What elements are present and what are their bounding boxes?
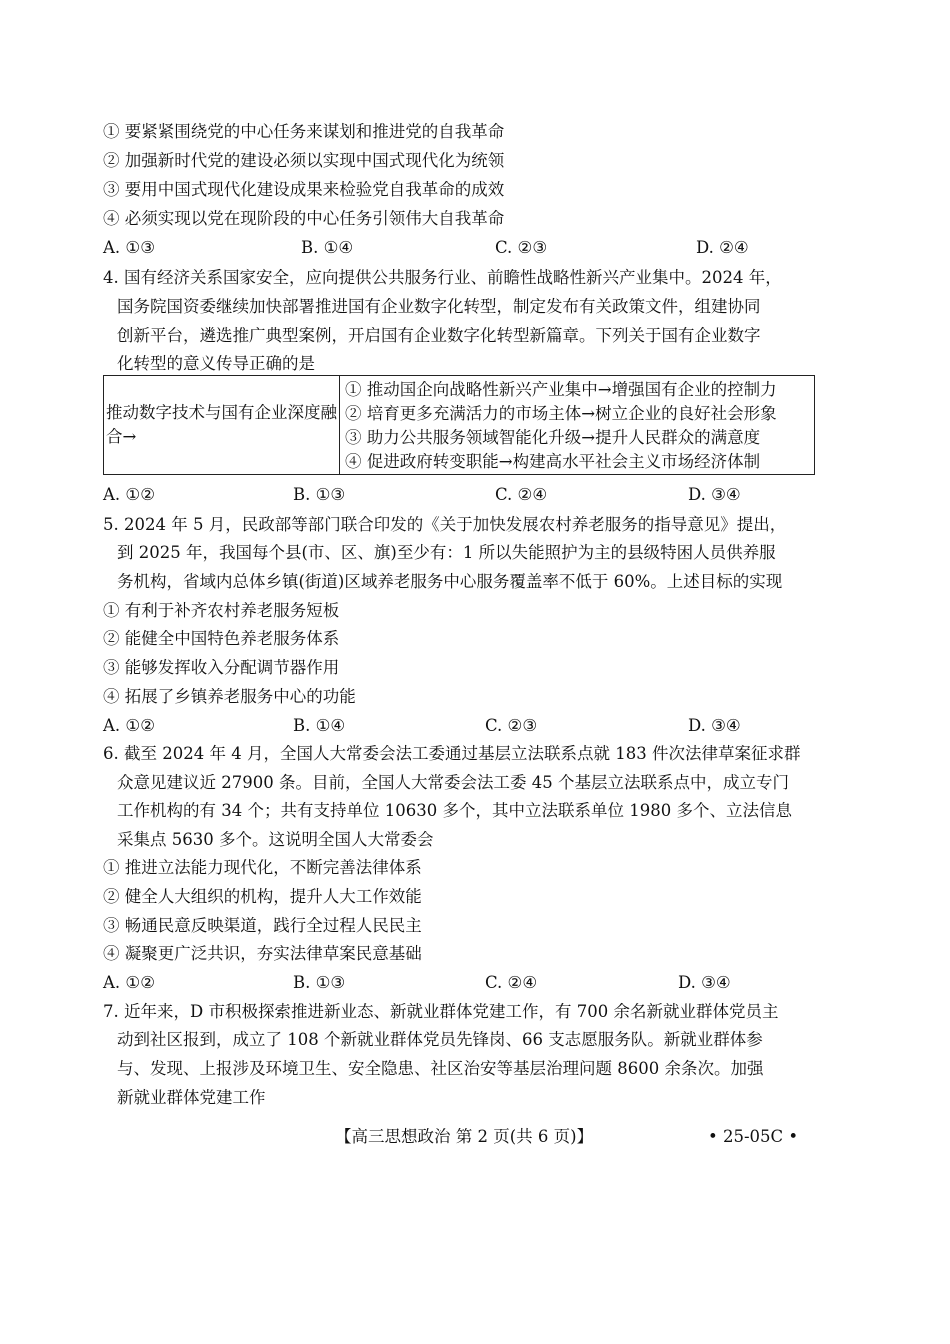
q3-option-d: D. ②④ [696, 238, 749, 257]
q4-option-a: A. ①② [103, 485, 155, 504]
q6-item-3: ③ 畅通民意反映渠道，践行全过程人民民主 [103, 916, 422, 935]
q3-item-4: ④ 必须实现以党在现阶段的中心任务引领伟大自我革命 [103, 209, 505, 228]
q5-stem-line-3: 务机构，省域内总体乡镇(街道)区域养老服务中心服务覆盖率不低于 60%。上述目标的实现 [117, 572, 783, 591]
q6-stem-line-3: 工作机构的有 34 个；共有支持单位 10630 多个，其中立法联系单位 1980 多个、立法信息 [117, 801, 792, 820]
q4-options [103, 483, 843, 507]
q6-option-c: C. ②④ [485, 973, 538, 992]
q5-option-c: C. ②③ [485, 716, 538, 735]
q5-option-d: D. ③④ [688, 716, 741, 735]
q6-option-a: A. ①② [103, 973, 155, 992]
q4-stem-line-1: 4. 国有经济关系国家安全，应向提供公共服务行业、前瞻性战略性新兴产业集中。2024 年， [103, 268, 782, 287]
q7-stem-line-3: 与、发现、上报涉及环境卫生、安全隐患、社区治安等基层治理问题 8600 余条次。加强 [117, 1059, 764, 1078]
q4-table-item-3: ③ 助力公共服务领域智能化升级→提升人民群众的满意度 [345, 428, 761, 447]
q6-item-1: ① 推进立法能力现代化，不断完善法律体系 [103, 858, 422, 877]
q3-options [103, 236, 843, 260]
q6-option-d: D. ③④ [678, 973, 731, 992]
q5-item-3: ③ 能够发挥收入分配调节器作用 [103, 658, 340, 677]
q3-item-1: ① 要紧紧围绕党的中心任务来谋划和推进党的自我革命 [103, 122, 505, 141]
q5-item-2: ② 能健全中国特色养老服务体系 [103, 629, 340, 648]
q4-table-left-cell: 推动数字技术与国有企业深度融合→ [104, 376, 340, 474]
q4-stem-line-4: 化转型的意义传导正确的是 [117, 354, 315, 373]
q6-stem-line-1: 6. 截至 2024 年 4 月，全国人大常委会法工委通过基层立法联系点就 183 件次法律草案征求群 [103, 744, 801, 763]
q7-stem-line-2: 动到社区报到，成立了 108 个新就业群体党员先锋岗、66 支志愿服务队。新就业群体参 [117, 1030, 763, 1049]
q6-item-4: ④ 凝聚更广泛共识，夯实法律草案民意基础 [103, 944, 422, 963]
q5-option-a: A. ①② [103, 716, 155, 735]
q3-item-2: ② 加强新时代党的建设必须以实现中国式现代化为统领 [103, 151, 505, 170]
q6-stem-line-4: 采集点 5630 多个。这说明全国人大常委会 [117, 830, 434, 849]
q7-stem-line-4: 新就业群体党建工作 [117, 1088, 266, 1107]
q3-option-a: A. ①③ [103, 238, 155, 257]
q3-item-3: ③ 要用中国式现代化建设成果来检验党自我革命的成效 [103, 180, 505, 199]
q6-stem-line-2: 众意见建议近 27900 条。目前，全国人大常委会法工委 45 个基层立法联系点中，成立专门 [117, 773, 789, 792]
q5-item-1: ① 有利于补齐农村养老服务短板 [103, 601, 340, 620]
q4-option-c: C. ②④ [495, 485, 548, 504]
q4-option-b: B. ①③ [293, 485, 346, 504]
q3-option-c: C. ②③ [495, 238, 548, 257]
q4-stem-line-2: 国务院国资委继续加快部署推进国有企业数字化转型，制定发布有关政策文件，组建协同 [117, 297, 761, 316]
paper-code: • 25-05C • [708, 1127, 799, 1146]
page-footer: 【高三思想政治 第 2 页(共 6 页)】 [335, 1127, 594, 1146]
q6-option-b: B. ①③ [293, 973, 346, 992]
q5-item-4: ④ 拓展了乡镇养老服务中心的功能 [103, 687, 356, 706]
q4-table [103, 375, 815, 475]
q3-option-b: B. ①④ [301, 238, 354, 257]
q4-table-item-1: ① 推动国企向战略性新兴产业集中→增强国有企业的控制力 [345, 380, 777, 399]
q4-stem-line-3: 创新平台，遴选推广典型案例，开启国有企业数字化转型新篇章。下列关于国有企业数字 [117, 326, 761, 345]
q5-options [103, 714, 843, 738]
q4-table-item-4: ④ 促进政府转变职能→构建高水平社会主义市场经济体制 [345, 452, 761, 471]
q6-item-2: ② 健全人大组织的机构，提升人大工作效能 [103, 887, 422, 906]
q4-option-d: D. ③④ [688, 485, 741, 504]
q5-option-b: B. ①④ [293, 716, 346, 735]
q6-options [103, 971, 843, 995]
q5-stem-line-2: 到 2025 年，我国每个县(市、区、旗)至少有：1 所以失能照护为主的县级特困人员供养服 [117, 543, 776, 562]
q7-stem-line-1: 7. 近年来，D 市积极探索推进新业态、新就业群体党建工作，有 700 余名新就业群体党员主 [103, 1002, 779, 1021]
q4-table-right-cell [340, 376, 814, 474]
q4-table-item-2: ② 培育更多充满活力的市场主体→树立企业的良好社会形象 [345, 404, 777, 423]
q5-stem-line-1: 5. 2024 年 5 月，民政部等部门联合印发的《关于加快发展农村养老服务的指导意见》提出， [103, 515, 787, 534]
